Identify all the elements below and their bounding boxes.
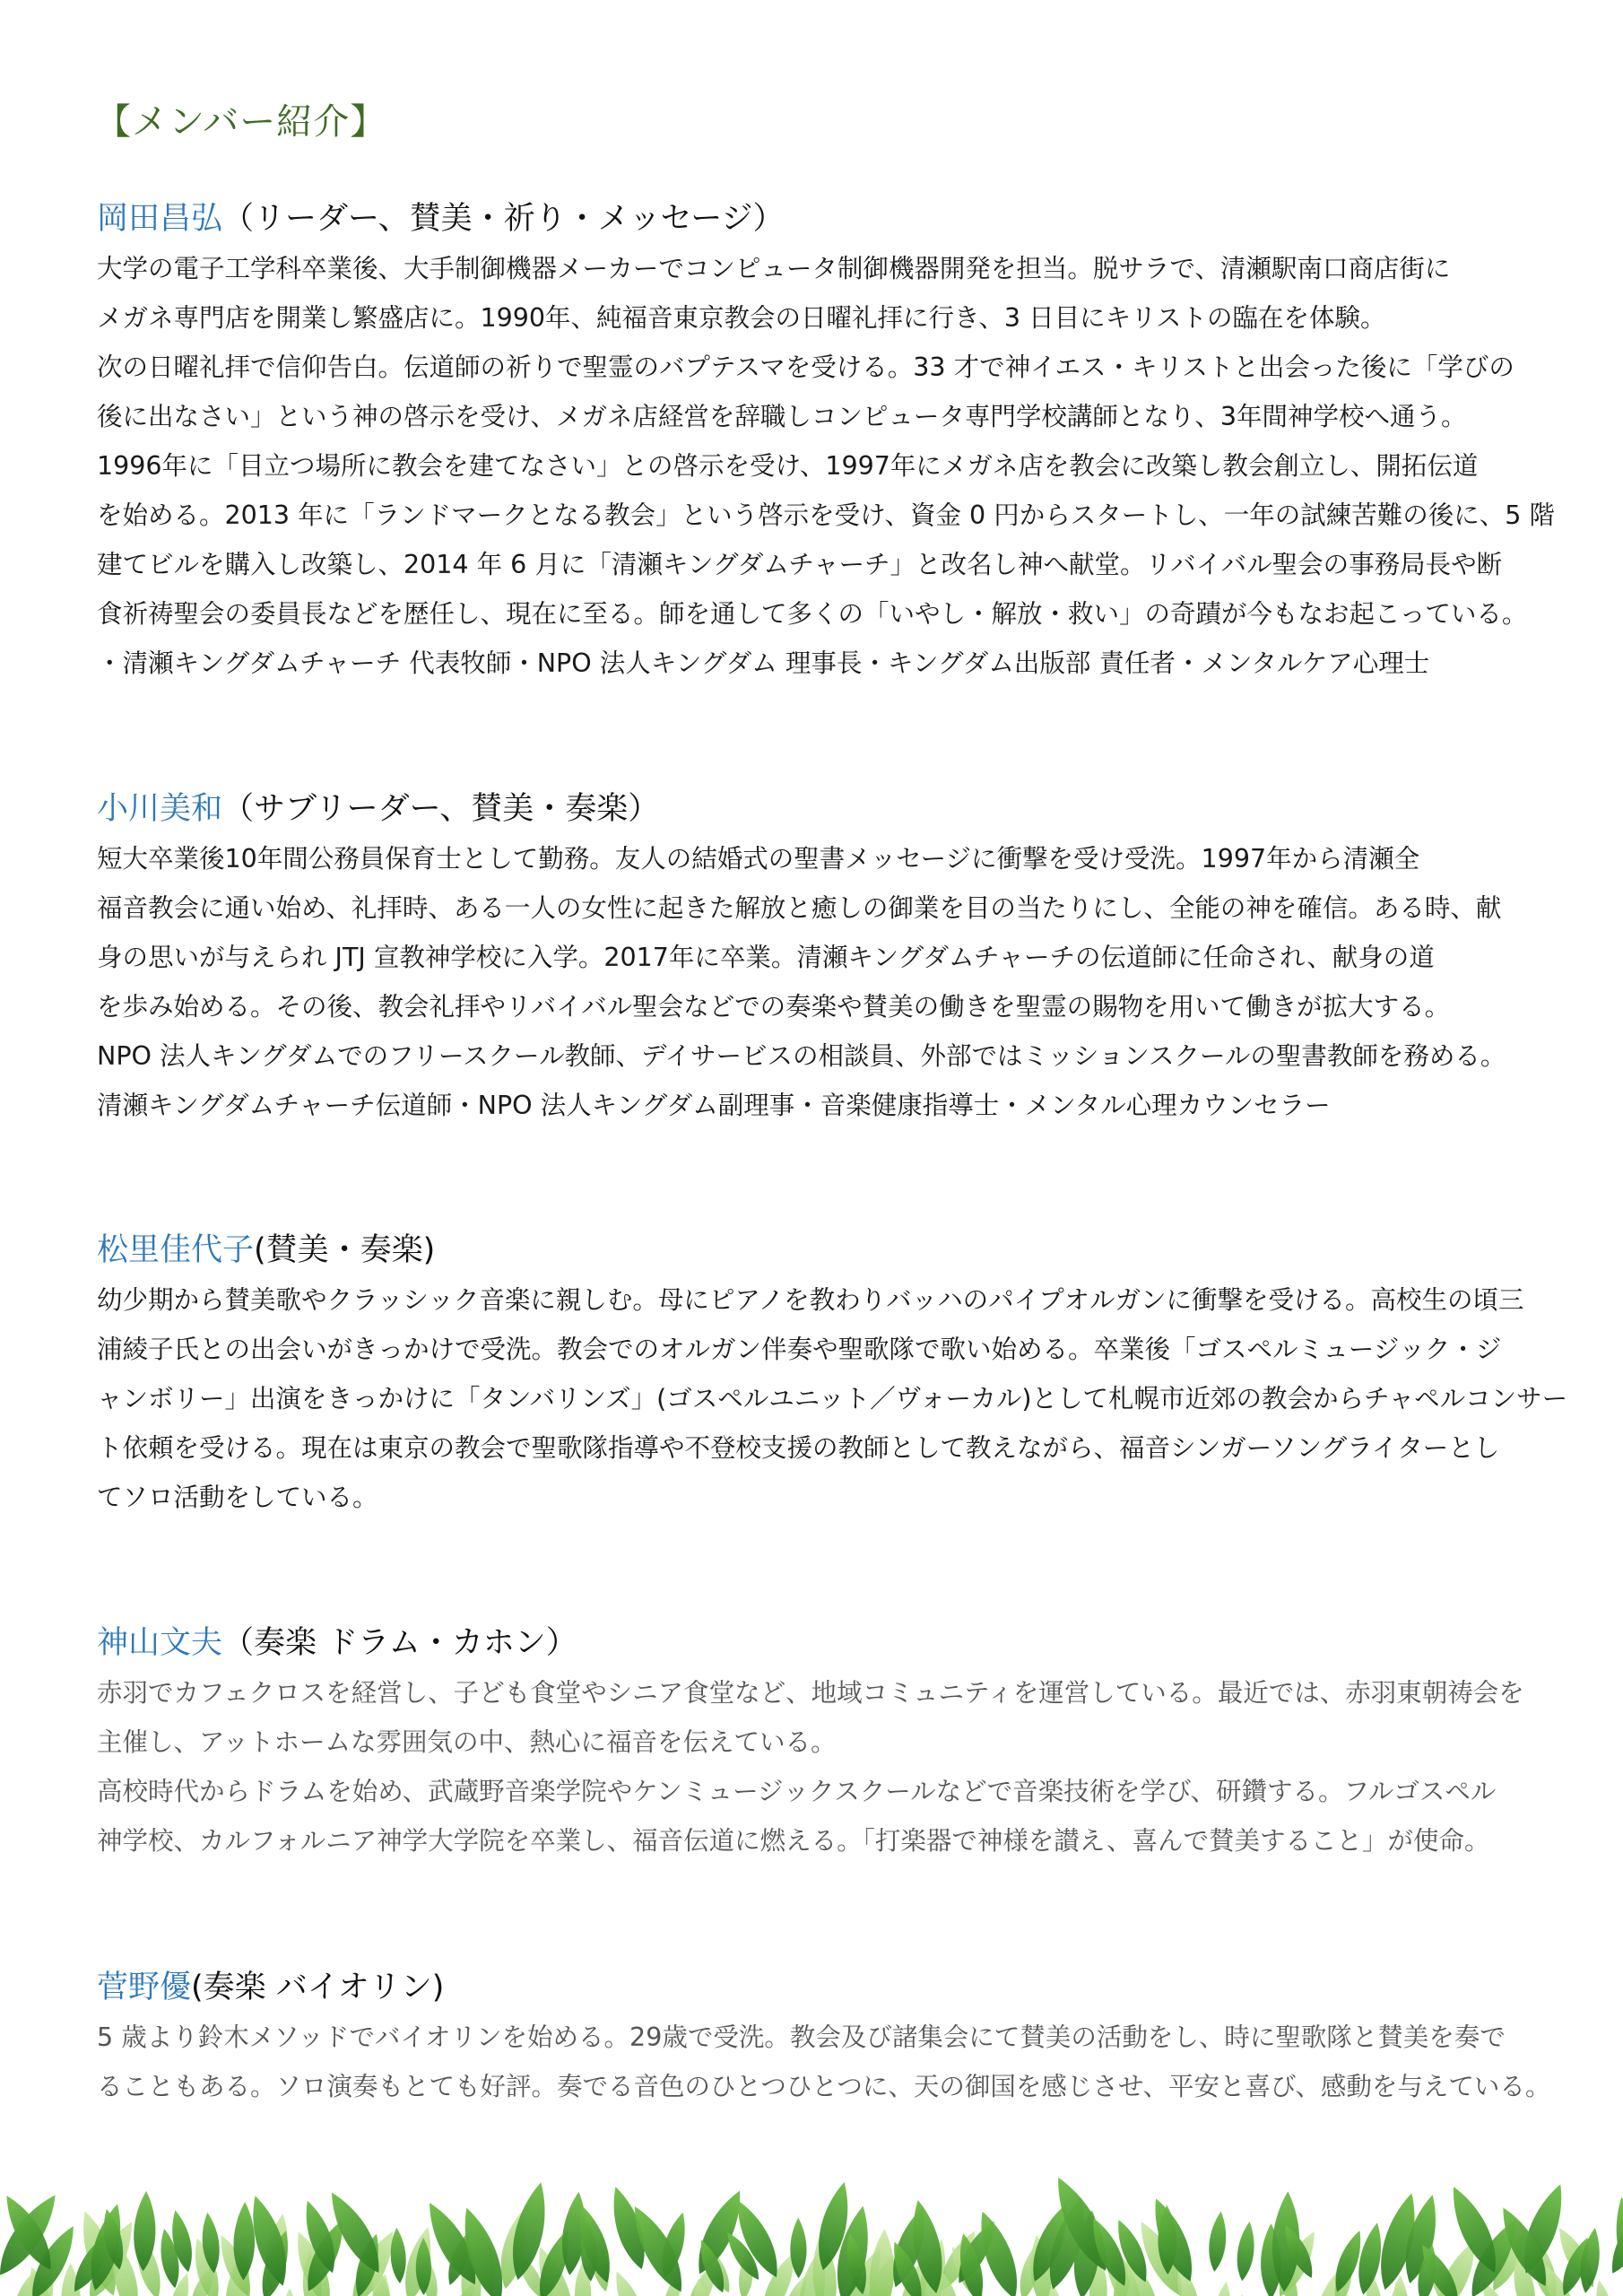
member-profile-ogawa: [97, 786, 1549, 1130]
bio-line: 次の日曜礼拝で信仰告白。伝道師の祈りで聖霊のバプテスマを受ける。33 才で神イエス・キリストと出会った後に「学びの: [97, 352, 1515, 382]
leaf-shape: [1211, 2281, 1234, 2296]
member-heading: [97, 1964, 1549, 2013]
member-heading: [97, 1620, 1549, 1668]
bio-line: 5 歳より鈴木メソッドでバイオリンを始める。29歳で受洗。教会及び諸集会にて賛美の活動をし、時に聖歌隊と賛美を奏で: [97, 2022, 1506, 2052]
bio-line: ト依頼を受ける。現在は東京の教会で聖歌隊指導や不登校支援の教師として教えながら、福音シンガーソングライターとし: [97, 1433, 1500, 1463]
bio-line: 主催し、アットホームな雰囲気の中、熱心に福音を伝えている。: [97, 1727, 837, 1757]
member-bio: [97, 1668, 1549, 1866]
member-name: 岡田昌弘: [97, 201, 223, 237]
member-profile-matsuzato: [97, 1227, 1568, 1522]
bio-line: 大学の電子工学科卒業後、大手制御機器メーカーでコンピュータ制御機器開発を担当。脱サラで、清瀬駅南口商店街に: [97, 254, 1451, 283]
bio-line: ・清瀬キングダムチャーチ 代表牧師・NPO 法人キングダム 理事長・キングダム出版部 責任者・メンタルケア心理士: [97, 648, 1430, 678]
member-heading: [97, 196, 1549, 244]
member-name: 菅野優: [97, 1970, 192, 2005]
leaf-shape: [1235, 2292, 1264, 2296]
leaf-shape: [1234, 2221, 1257, 2282]
bio-line: 身の思いが与えられ JTJ 宣教神学校に入学。2017年に卒業。清瀬キングダムチャーチの伝道師に任命され、献身の道: [97, 943, 1435, 972]
bio-line: ることもある。ソロ演奏もとても好評。奏でる音色のひとつひとつに、天の御国を感じさせ、平安と喜び、感動を与えている。: [97, 2072, 1551, 2101]
member-bio: [97, 2013, 1549, 2111]
bio-line: 1996年に「目立つ場所に教会を建てなさい」との啓示を受け、1997年にメガネ店を教会に改築し教会創立し、開拓伝道: [97, 451, 1479, 481]
member-role: （リーダー、賛美・祈り・メッセージ）: [222, 201, 785, 237]
member-bio: [97, 1275, 1568, 1522]
leaf-shape: [1610, 2195, 1623, 2291]
bio-line: 食祈祷聖会の委員長などを歴任し、現在に至る。師を通して多くの「いやし・解放・救い」の奇蹟が今もなお起こっている。: [97, 599, 1528, 629]
leaf-shape: [609, 2268, 651, 2296]
bio-line: 高校時代からドラムを始め、武蔵野音楽学院やケンミュージックスクールなどで音楽技術を学び、研鑽する。フルゴスペル: [97, 1777, 1497, 1806]
bio-line: NPO 法人キングダムでのフリースクール教師、デイサービスの相談員、外部ではミッションスクールの聖書教師を務める。: [97, 1041, 1506, 1071]
member-name: 神山文夫: [97, 1625, 223, 1661]
member-role: （奏楽 ドラム・カホン）: [222, 1625, 577, 1661]
member-bio: [97, 244, 1555, 688]
member-profile-sugano: [97, 1964, 1549, 2111]
bio-line: 清瀬キングダムチャーチ伝道師・NPO 法人キングダム副理事・音楽健康指導士・メンタル心理カウンセラー: [97, 1091, 1331, 1120]
leaves-border-icon: [0, 2117, 1623, 2296]
member-role: (賛美・奏楽): [254, 1232, 436, 1268]
bio-line: 後に出なさい」という神の啓示を受け、メガネ店経営を辞職しコンピュータ専門学校講師となり、3年間神学校へ通う。: [97, 402, 1467, 431]
bio-line: メガネ専門店を開業し繁盛店に。1990年、純福音東京教会の日曜礼拝に行き、3 日目にキリストの臨在を体験。: [97, 303, 1386, 333]
bio-line: 建てビルを購入し改築し、2014 年 6 月に「清瀬キングダムチャーチ」と改名し神へ献堂。リバイバル聖会の事務局長や断: [97, 550, 1503, 579]
member-profile-okada: [97, 196, 1555, 688]
bio-line: 福音教会に通い始め、礼拝時、ある一人の女性に起きた解放と癒しの御業を目の当たりにし、全能の神を確信。ある時、献: [97, 893, 1502, 923]
member-bio: [97, 834, 1549, 1130]
leaf-shape: [1206, 2211, 1228, 2273]
bio-line: 浦綾子氏との出会いがきっかけで受洗。教会でのオルガン伴奏や聖歌隊で歌い始める。卒業後「ゴスペルミュージック・ジ: [97, 1335, 1502, 1364]
bio-line: を始める。2013 年に「ランドマークとなる教会」という啓示を受け、資金 0 円からスタートし、一年の試練苦難の後に、5 階: [97, 500, 1555, 530]
member-role: （サブリーダー、賛美・奏楽）: [222, 791, 660, 827]
leaf-shape: [281, 2288, 299, 2296]
member-heading: [97, 786, 1549, 834]
bio-line: 短大卒業後10年間公務員保育士として勤務。友人の結婚式の聖書メッセージに衝撃を受け受洗。1997年から清瀬全: [97, 844, 1420, 874]
leaf-shape: [867, 2228, 897, 2296]
member-role: (奏楽 バイオリン): [191, 1970, 445, 2005]
member-profile-kamiyama: [97, 1620, 1549, 1866]
bio-line: ャンボリー」出演をきっかけに「タンバリンズ」(ゴスペルユニット／ヴォーカル)として札幌市近郊の教会からチャペルコンサー: [97, 1384, 1568, 1413]
bio-line: 神学校、カルフォルニア神学大学院を卒業し、福音伝道に燃える。「打楽器で神様を讃え、喜んで賛美すること」が使命。: [97, 1826, 1490, 1856]
bio-line: 赤羽でカフェクロスを経営し、子ども食堂やシニア食堂など、地域コミュニティを運営している。最近では、赤羽東朝祷会を: [97, 1678, 1524, 1708]
bio-line: を歩み始める。その後、教会礼拝やリバイバル聖会などでの奏楽や賛美の働きを聖霊の賜物を用いて働きが拡大する。: [97, 992, 1451, 1022]
member-name: 小川美和: [97, 791, 223, 827]
page-title: 【メンバー紹介】: [95, 101, 387, 143]
bio-line: てソロ活動をしている。: [97, 1483, 378, 1512]
member-name: 松里佳代子: [97, 1232, 255, 1268]
bio-line: 幼少期から賛美歌やクラッシック音楽に親しむ。母にピアノを教わりバッハのパイプオルガンに衝撃を受ける。高校生の頃三: [97, 1285, 1524, 1315]
leaf-shape: [1592, 2278, 1616, 2296]
member-heading: [97, 1227, 1549, 1275]
